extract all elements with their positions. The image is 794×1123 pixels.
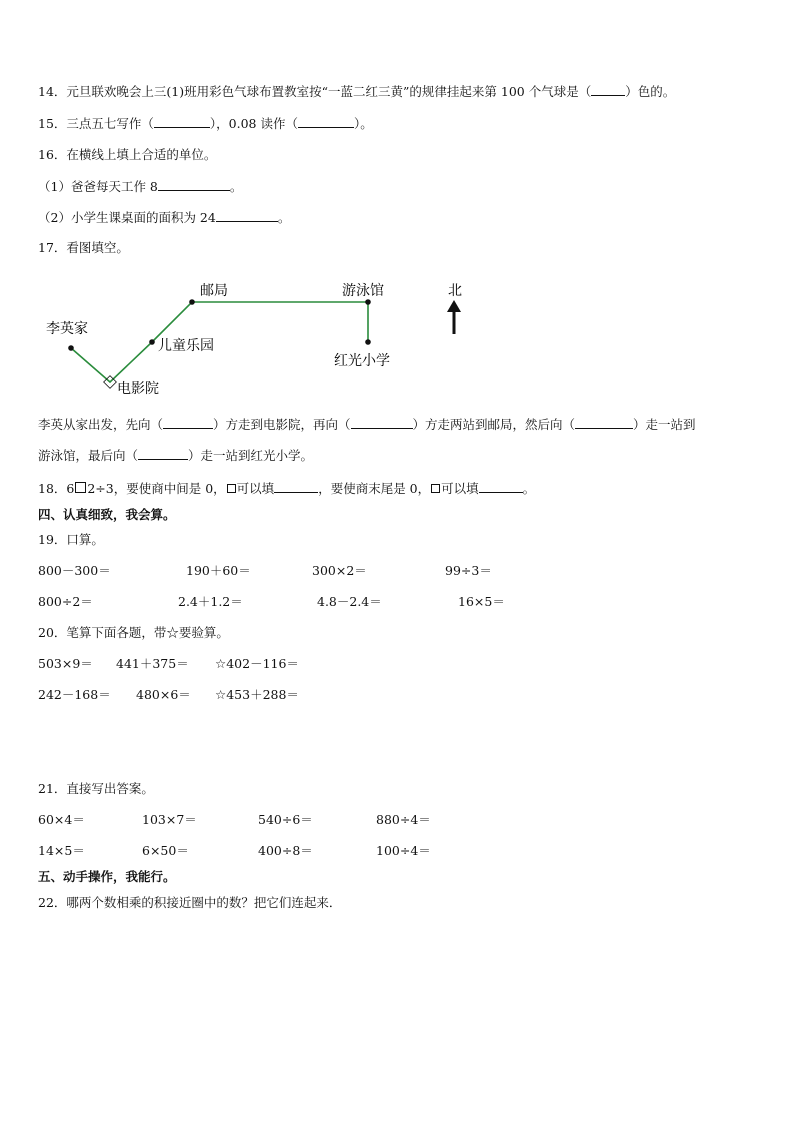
q17-l1-c: ）方走两站到邮局，然后向（ xyxy=(412,417,576,432)
label-cinema: 电影院 xyxy=(117,381,159,397)
north-arrow-icon xyxy=(447,300,461,334)
question-22: 22．哪两个数相乘的积接近圈中的数？把它们连起来． xyxy=(38,895,342,910)
q20-r2-c3: ☆453＋288＝ xyxy=(215,687,299,702)
q21-r2-c2: 6×50＝ xyxy=(142,843,189,858)
q17-blank-2[interactable] xyxy=(351,417,413,429)
q21-r1-c4: 880÷4＝ xyxy=(376,812,431,827)
question-17-line-2 xyxy=(38,448,313,464)
q18-c: 可以填 xyxy=(236,481,275,496)
question-21-title: 21．直接写出答案。 xyxy=(38,781,154,796)
q20-r2-c2: 480×6＝ xyxy=(136,687,191,702)
q19-r2-c4: 16×5＝ xyxy=(458,594,505,609)
q18-d: ，要使商末尾是 0， xyxy=(318,481,431,496)
q16-item2-text: （2）小学生课桌面的面积为 24 xyxy=(38,210,216,225)
label-north: 北 xyxy=(448,283,462,299)
question-16-title: 16．在横线上填上合适的单位。 xyxy=(38,147,217,162)
label-school: 红光小学 xyxy=(334,353,390,369)
q15-blank-1[interactable] xyxy=(154,116,210,128)
q21-r2-c1: 14×5＝ xyxy=(38,843,85,858)
park-dot xyxy=(149,339,155,345)
q19-r2-c3: 4.8－2.4＝ xyxy=(317,594,382,609)
q20-r2-c1: 242－168＝ xyxy=(38,687,111,702)
q18-f: 。 xyxy=(522,481,536,496)
label-post: 邮局 xyxy=(200,283,228,299)
q17-l1-d: ）走一站到 xyxy=(633,417,696,432)
label-pool: 游泳馆 xyxy=(342,283,384,299)
q20-r1-c1: 503×9＝ xyxy=(38,656,93,671)
q16-item1-end: 。 xyxy=(229,179,243,194)
q17-blank-4[interactable] xyxy=(138,448,188,460)
q19-r1-c2: 190＋60＝ xyxy=(186,563,251,578)
pool-dot xyxy=(365,299,371,305)
q18-box-digit xyxy=(75,482,86,493)
question-15 xyxy=(38,116,373,132)
q21-r1-c3: 540÷6＝ xyxy=(258,812,313,827)
q21-r1-c2: 103×7＝ xyxy=(142,812,197,827)
question-20-title: 20．笔算下面各题，带☆要验算。 xyxy=(38,625,229,640)
q19-r2-c2: 2.4＋1.2＝ xyxy=(178,594,243,609)
q15-text-a: 15．三点五七写作（ xyxy=(38,116,154,131)
q19-r2-c1: 800÷2＝ xyxy=(38,594,93,609)
q14-answer-blank[interactable] xyxy=(591,84,625,96)
q19-r1-c3: 300×2＝ xyxy=(312,563,367,578)
q15-blank-2[interactable] xyxy=(298,116,354,128)
home-dot xyxy=(68,345,74,351)
question-16-item-1 xyxy=(38,178,242,195)
q17-l1-b: ）方走到电影院，再向（ xyxy=(213,417,351,432)
q18-a: 18．6 xyxy=(38,481,75,496)
post-dot xyxy=(189,299,195,305)
q20-r1-c2: 441＋375＝ xyxy=(116,656,189,671)
q14-text-a: 14．元旦联欢晚会上三(1)班用彩色气球布置教室按“一蓝二红三黄”的规律挂起来第 100 个气球是（ xyxy=(38,84,592,99)
section-5-heading: 五、动手操作，我能行。 xyxy=(38,869,176,884)
q18-box-1 xyxy=(227,484,236,493)
q15-text-c: ）。 xyxy=(353,116,373,131)
route-path xyxy=(71,302,368,382)
q21-r2-c3: 400÷8＝ xyxy=(258,843,313,858)
label-home: 李英家 xyxy=(46,321,88,337)
q21-r1-c1: 60×4＝ xyxy=(38,812,85,827)
q17-l2-b: ）走一站到红光小学。 xyxy=(188,448,314,463)
q17-blank-3[interactable] xyxy=(575,417,633,429)
q19-r1-c1: 800－300＝ xyxy=(38,563,111,578)
q18-blank-1[interactable] xyxy=(274,480,318,493)
label-park: 儿童乐园 xyxy=(158,338,214,354)
q18-blank-2[interactable] xyxy=(479,480,523,493)
q18-b: 2÷3，要使商中间是 0， xyxy=(87,481,226,496)
question-18 xyxy=(38,480,535,497)
question-19-title: 19．口算。 xyxy=(38,532,104,547)
question-16-item-2 xyxy=(38,209,290,226)
q17-l2-a: 游泳馆，最后向（ xyxy=(38,448,139,463)
q17-blank-1[interactable] xyxy=(163,417,213,429)
q19-r1-c4: 99÷3＝ xyxy=(445,563,492,578)
q16-blank-2[interactable] xyxy=(216,209,278,222)
q18-e: 可以填 xyxy=(441,481,479,496)
q16-blank-1[interactable] xyxy=(158,178,230,191)
section-4-heading: 四、认真细致，我会算。 xyxy=(38,507,176,522)
route-lines xyxy=(71,302,368,382)
q14-text-b: ）色的。 xyxy=(625,84,676,99)
route-map xyxy=(40,278,462,403)
question-17-line-1 xyxy=(38,417,696,433)
q15-text-b: ），0.08 读作（ xyxy=(209,116,298,131)
q18-box-2 xyxy=(431,484,440,493)
q17-l1-a: 李英从家出发，先向（ xyxy=(38,417,164,432)
q20-r1-c3: ☆402－116＝ xyxy=(215,656,299,671)
school-dot xyxy=(365,339,371,345)
q16-item2-end: 。 xyxy=(277,210,291,225)
q21-r2-c4: 100÷4＝ xyxy=(376,843,431,858)
q16-item1-text: （1）爸爸每天工作 8 xyxy=(38,179,158,194)
question-14 xyxy=(38,84,675,100)
question-17-title: 17．看图填空。 xyxy=(38,240,129,255)
